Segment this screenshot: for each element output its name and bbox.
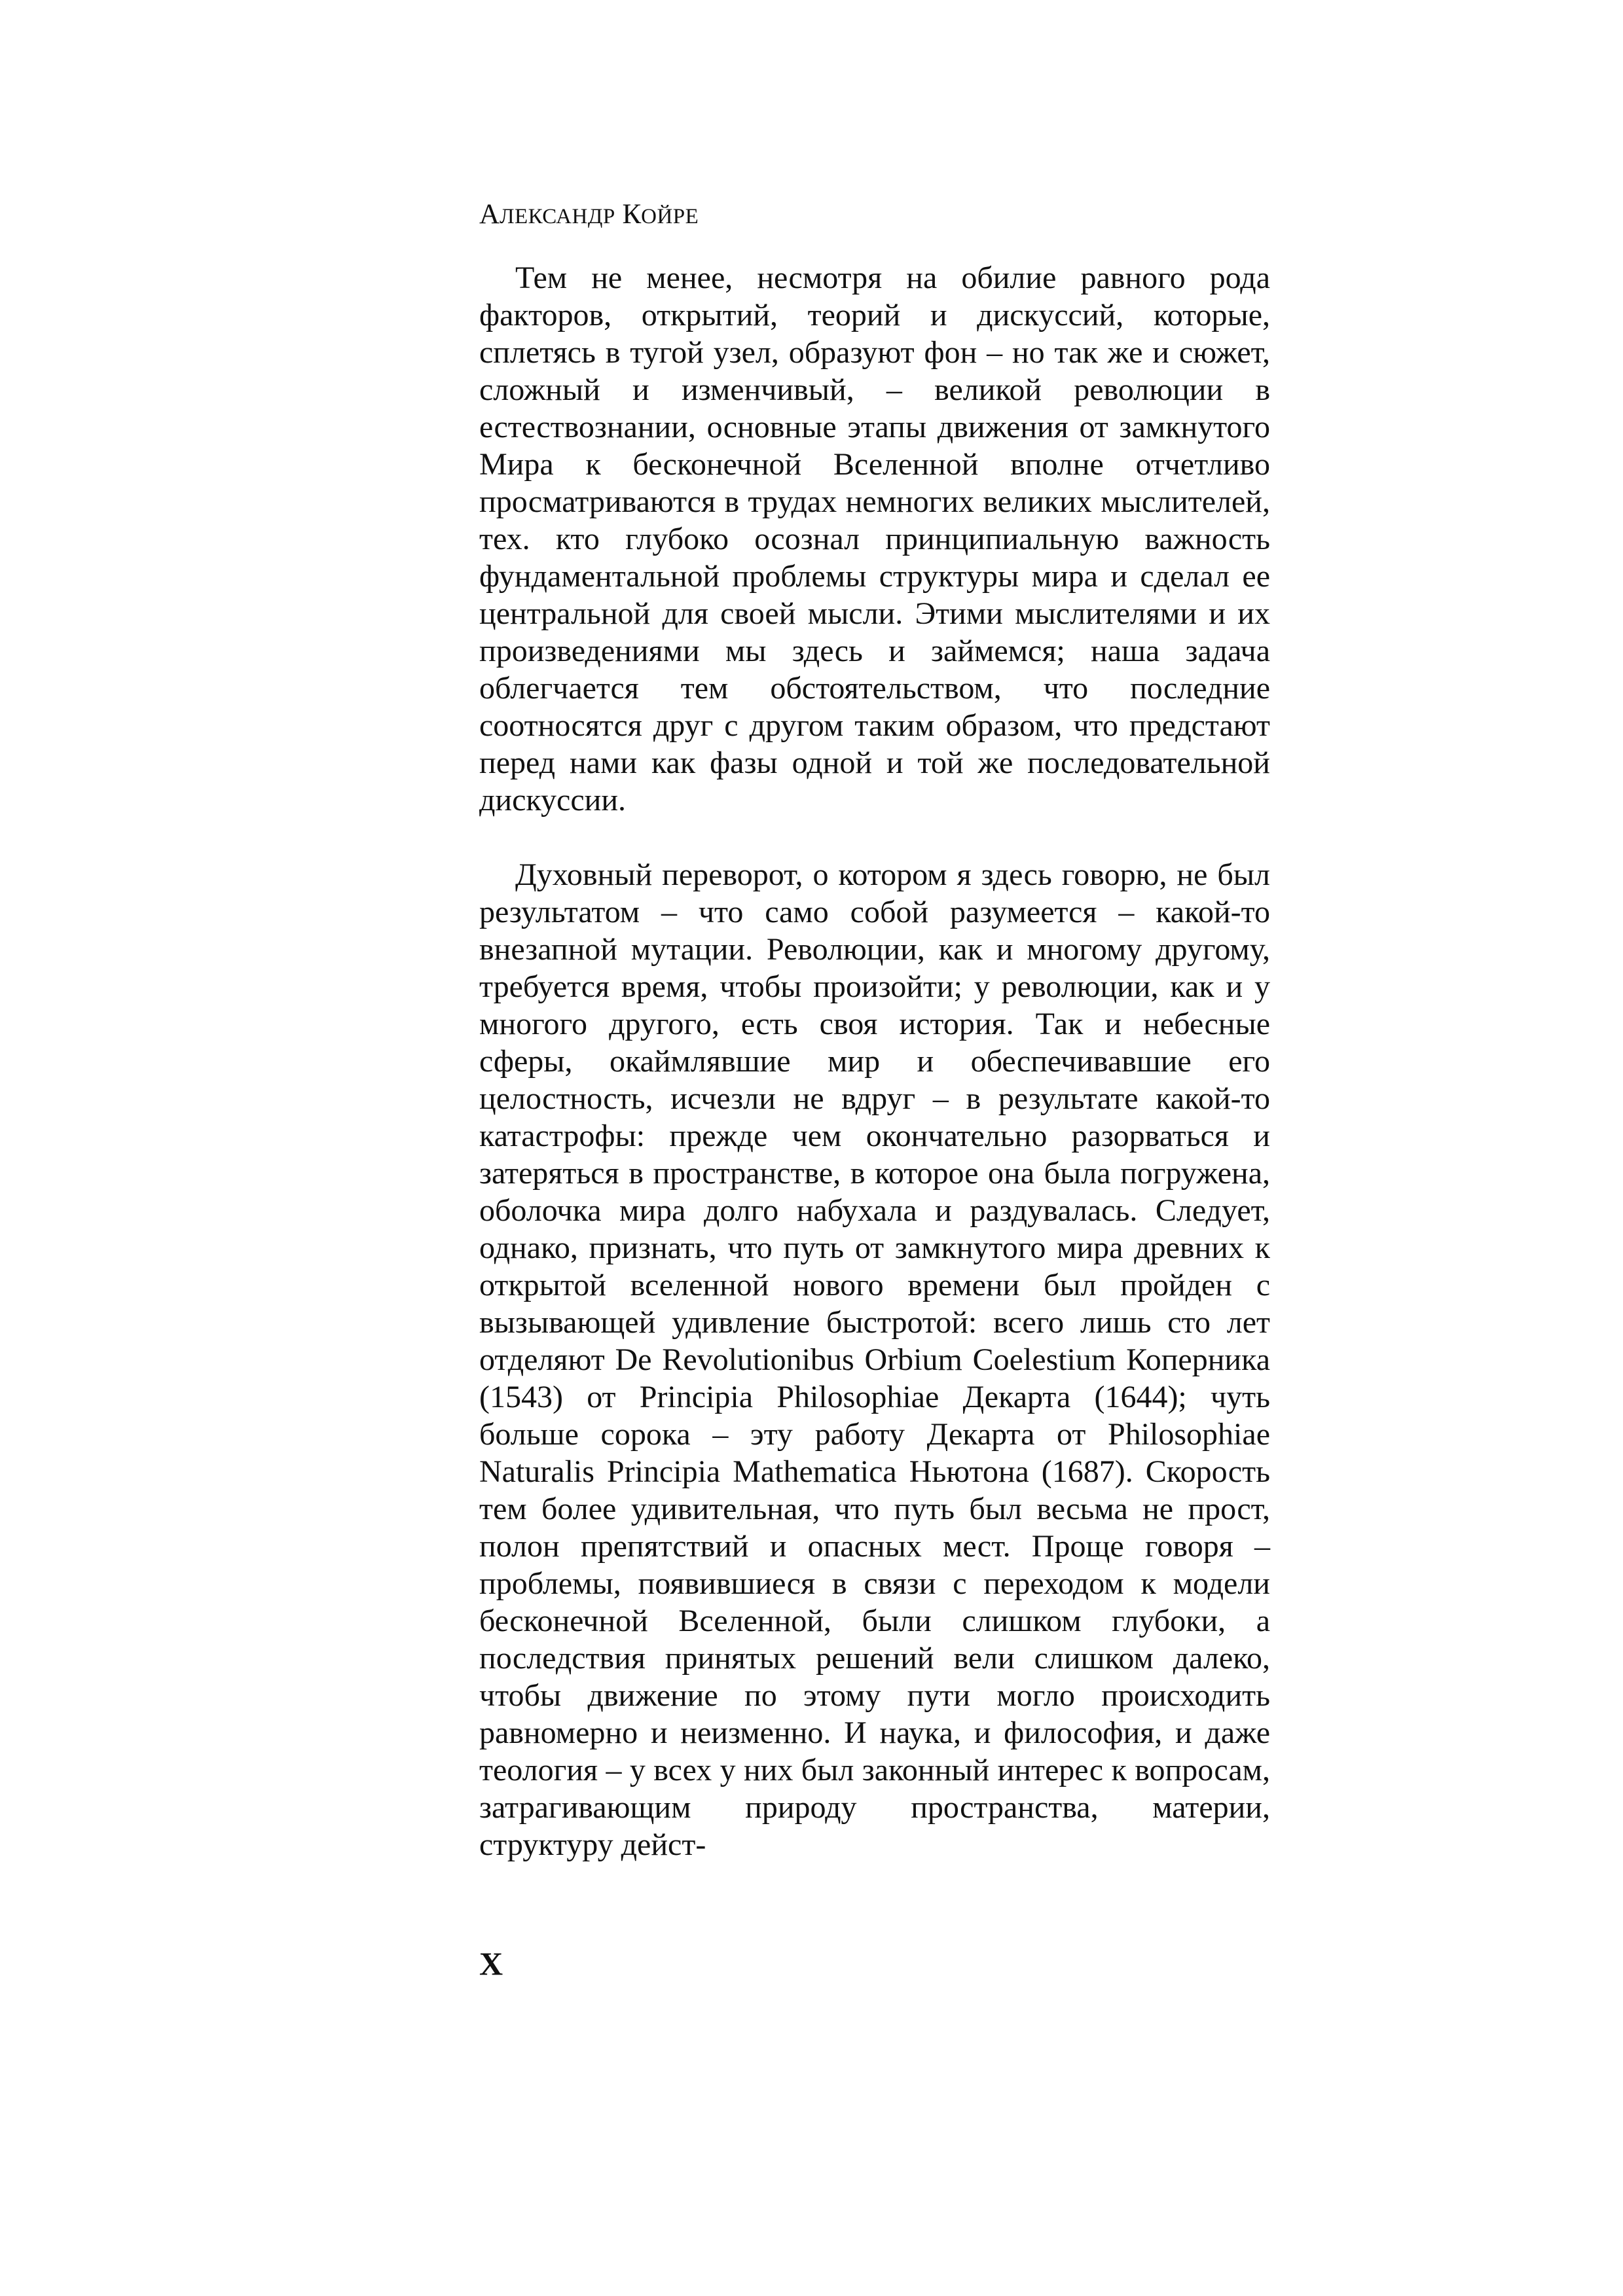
body-text bbox=[479, 259, 1270, 1863]
author-first-rest: ЛЕКСАНДР bbox=[500, 205, 615, 228]
page-number: X bbox=[479, 1945, 503, 1982]
paragraph-2: Духовный переворот, о котором я здесь говорю, не был результатом – что само собой разумеется – какой-то внезапной мутации. Революции, как и многому другому, требуется время, чтобы произойти; у революции, как и у многого другого, есть своя история. Так и небесные сферы, окаймлявшие мир и обеспечивавшие его целостность, исчезли не вдруг – в результате какой-то катастрофы: прежде чем окончательно разорваться и затеряться в пространстве, в которое она была погружена, оболочка мира долго набухала и раздувалась. Следует, однако, признать, что путь от замкнутого мира древних к открытой вселенной нового времени был пройден с вызывающей удивление быстротой: всего лишь сто лет отделяют De Revolutionibus Orbium Coelestium Коперника (1543) от Principia Philosophiae Декарта (1644); чуть больше сорока – эту работу Декарта от Philosophiae Naturalis Principia Mathematica Ньютона (1687). Скорость тем более удивительная, что путь был весьма не прост, полон препятствий и опасных мест. Проще говоря – проблемы, появившиеся в связи с переходом к модели бесконечной Вселенной, были слишком глубоки, а последствия принятых решений вели слишком далеко, чтобы движение по этому пути могло происходить равномерно и неизменно. И наука, и философия, и даже теология – у всех у них был законный интерес к вопросам, затрагивающим природу пространства, материи, структуру дейст- bbox=[479, 857, 1270, 1862]
author-last-initial: К bbox=[622, 199, 642, 230]
paragraph-1: Тем не менее, несмотря на обилие равного рода факторов, открытий, теорий и дискуссий, которые, сплетясь в тугой узел, образуют фон – но так же и сюжет, сложный и изменчивый, – великой революции в естествознании, основные этапы движения от замкнутого Мира к бесконечной Вселенной вполне отчетливо просматриваются в трудах немногих великих мыслителей, тех. кто глубоко осознал принципиальную важность фундаментальной проблемы структуры мира и сделал ее центральной для своей мысли. Этими мыслителями и их произведениями мы здесь и займемся; наша задача облегчается тем обстоятельством, что последние соотносятся друг с другом таким образом, что предстают перед нами как фазы одной и той же последовательной дискуссии. bbox=[479, 260, 1270, 817]
author-last-rest: ОЙРЕ bbox=[641, 205, 699, 228]
running-head-author bbox=[479, 196, 699, 235]
author-first-initial: А bbox=[479, 199, 500, 230]
